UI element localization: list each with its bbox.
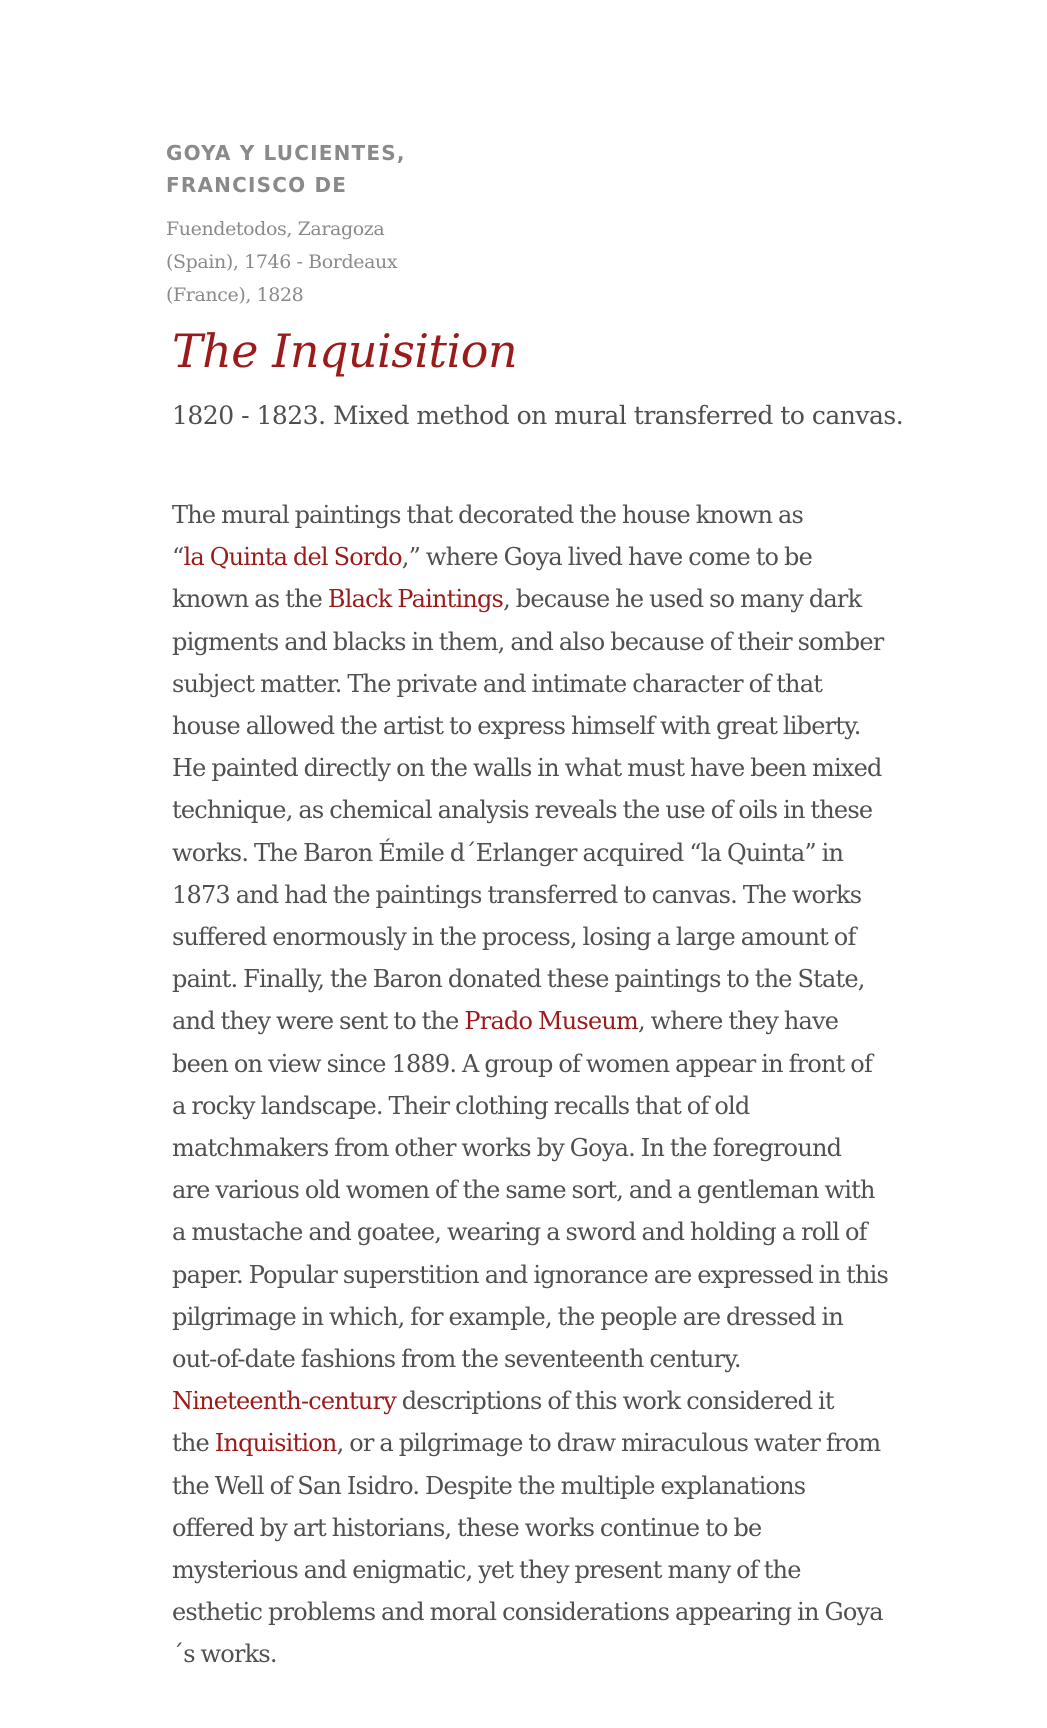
description-text: , or a pilgrimage to draw miraculous water from: [336, 1429, 881, 1458]
artist-bio-line-2: (Spain), 1746 - Bordeaux: [166, 251, 398, 273]
description-line: matchmakers from other works by Goya. In the foreground: [172, 1134, 842, 1163]
artist-name-line-1: GOYA Y LUCIENTES,: [166, 141, 406, 165]
description-line: The mural paintings that decorated the house known as: [172, 501, 803, 529]
description-line: esthetic problems and moral considerations appearing in Goya: [172, 1598, 883, 1627]
description-line: are various old women of the same sort, and a gentleman with: [172, 1176, 875, 1205]
description-line: technique, as chemical analysis reveals the use of oils in these: [172, 796, 873, 825]
description-line: [172, 1380, 932, 1422]
description-line: paint. Finally, the Baron donated these paintings to the State,: [172, 965, 865, 994]
link-la-quinta-del-sordo[interactable]: la Quinta del Sordo: [183, 543, 402, 572]
description-text: and they were sent to the: [172, 1007, 465, 1036]
description-line: 1873 and had the paintings transferred to canvas. The works: [172, 880, 862, 909]
description-line: [172, 536, 932, 578]
description-line: suffered enormously in the process, losing a large amount of: [172, 923, 856, 952]
description-line: mysterious and enigmatic, yet they present many of the: [172, 1556, 801, 1585]
link-black-paintings[interactable]: Black Paintings: [327, 585, 504, 614]
artist-bio-line-1: Fuendetodos, Zaragoza: [166, 218, 385, 240]
description-text: , because he used so many dark: [503, 585, 862, 614]
work-description: [172, 494, 932, 1676]
work-title: The Inquisition: [172, 324, 518, 378]
description-line: pilgrimage in which, for example, the people are dressed in: [172, 1302, 844, 1331]
description-line: a rocky landscape. Their clothing recalls that of old: [172, 1091, 750, 1120]
description-line: been on view since 1889. A group of women appear in front of: [172, 1049, 873, 1078]
description-line: offered by art historians, these works continue to be: [172, 1513, 762, 1542]
description-text: descriptions of this work considered it: [395, 1387, 834, 1416]
description-line: [172, 1422, 932, 1464]
description-text: known as the: [172, 585, 328, 614]
work-date-technique: 1820 - 1823. Mixed method on mural transferred to canvas.: [172, 401, 904, 430]
description-line: ´s works.: [172, 1640, 277, 1669]
description-line: out-of-date fashions from the seventeenth century.: [172, 1345, 741, 1374]
description-line: He painted directly on the walls in what must have been mixed: [172, 754, 882, 783]
artist-bio-line-3: (France), 1828: [166, 284, 304, 306]
link-inquisition[interactable]: Inquisition: [214, 1429, 337, 1458]
link-nineteenth-century[interactable]: Nineteenth-century: [172, 1387, 396, 1416]
description-text: , where they have: [637, 1007, 839, 1036]
description-line: a mustache and goatee, wearing a sword and holding a roll of: [172, 1218, 867, 1247]
artist-name: [166, 137, 566, 201]
description-text: the: [172, 1429, 215, 1458]
link-prado-museum[interactable]: Prado Museum: [464, 1007, 638, 1036]
description-line: [172, 578, 932, 620]
description-line: pigments and blacks in them, and also because of their somber: [172, 627, 884, 656]
description-line: paper. Popular superstition and ignorance are expressed in this: [172, 1260, 889, 1289]
description-line: the Well of San Isidro. Despite the multiple explanations: [172, 1471, 806, 1500]
description-text: ,” where Goya lived have come to be: [401, 543, 812, 572]
artist-name-line-2: FRANCISCO DE: [166, 173, 348, 197]
description-text: “: [172, 543, 184, 572]
description-line: house allowed the artist to express himself with great liberty.: [172, 712, 861, 741]
description-line: subject matter. The private and intimate character of that: [172, 669, 823, 698]
artist-bio: [166, 213, 426, 312]
description-line: works. The Baron Émile d´Erlanger acquired “la Quinta” in: [172, 838, 844, 867]
description-line: [172, 1000, 932, 1042]
